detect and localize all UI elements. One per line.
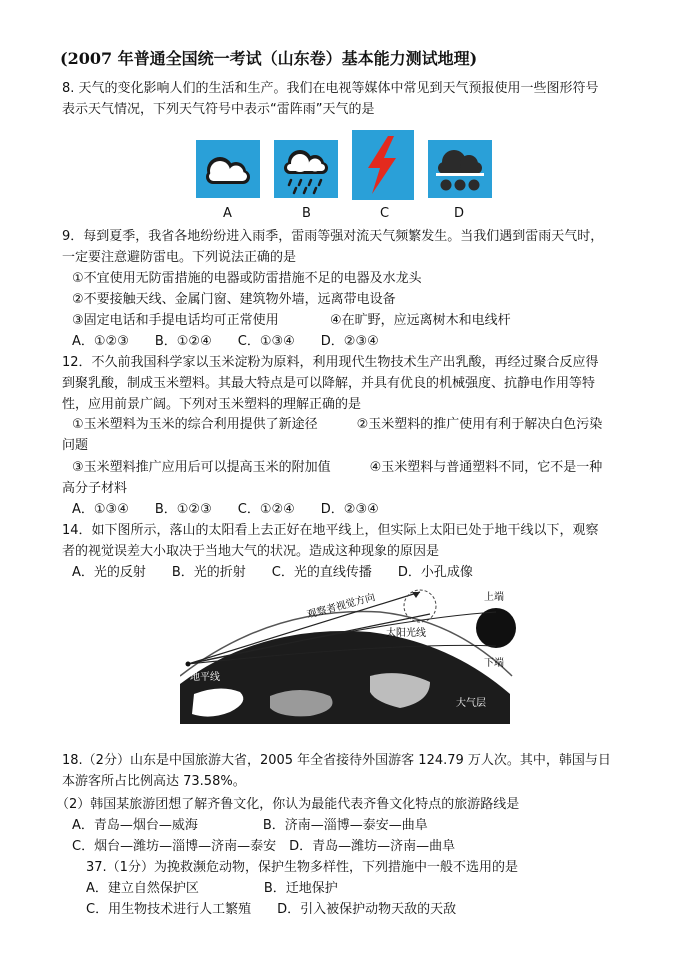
q9-stem-1: 9．每到夏季，我省各地纷纷进入雨季，雷雨等强对流天气频繁发生。当我们遇到雷雨天气时，: [62, 229, 604, 244]
q8-label-a: A: [223, 206, 232, 221]
q12-stem-3: 性，应用前景广阔。下列对玉米塑料的理解正确的是: [62, 397, 362, 412]
hail-cloud-icon: [428, 140, 492, 198]
q9-choices: A．①②③ B．①②④ C．①③④ D．②③④: [72, 334, 379, 349]
q14-stem-2: 者的视觉误差大小取决于当地大气的状况。造成这种现象的原因是: [62, 544, 440, 559]
q18-stem-2: 本游客所占比例高达 73.58%。: [62, 774, 246, 789]
q12-options-1-2: ①玉米塑料为玉米的综合利用提供了新途径 ②玉米塑料的推广使用有利于解决白色污染: [72, 417, 603, 432]
rain-cloud-icon: [274, 140, 338, 198]
figure-label-sunlight: 太阳光线: [386, 628, 426, 639]
figure-label-bottom: 下端: [484, 658, 504, 669]
q18-options-c-d: C．烟台—潍坊—淄博—济南—泰安 D．青岛—潍坊—济南—曲阜: [72, 839, 456, 854]
q9-option-4: ④在旷野，应远离树木和电线杆: [330, 313, 511, 328]
q12-options-3-4: ③玉米塑料推广应用后可以提高玉米的附加值 ④玉米塑料与普通塑料不同，它不是一种: [72, 460, 603, 475]
q14-stem-1: 14．如下图所示，落山的太阳看上去正好在地平线上，但实际上太阳已处于地干线以下，观察: [62, 523, 599, 538]
figure-label-atmosphere: 大气层: [456, 698, 486, 709]
q37-options-c-d: C．用生物技术进行人工繁殖 D．引入被保护动物天敌的天敌: [86, 902, 457, 917]
q8-label-b: B: [302, 206, 311, 221]
figure-label-top: 上端: [484, 592, 504, 603]
page-title: (2007 年普通全国统一考试（山东卷）基本能力测试地理): [60, 49, 478, 68]
q12-choices: A．①③④ B．①②③ C．①②④ D．②③④: [72, 502, 379, 517]
q9-option-3: ③固定电话和手提电话均可正常使用: [72, 313, 279, 328]
q9-option-2: ②不要接触天线、金属门窗、建筑物外墙，远离带电设备: [72, 292, 396, 307]
q9-option-1: ①不宜使用无防雷措施的电器或防雷措施不足的电器及水龙头: [72, 271, 422, 286]
q8-stem-2: 表示天气情况，下列天气符号中表示“雷阵雨”天气的是: [62, 102, 375, 117]
q37-options-a-b: A．建立自然保护区 B．迁地保护: [86, 881, 338, 896]
q14-choices: A．光的反射 B．光的折射 C．光的直线传播 D．小孔成像: [72, 565, 473, 580]
q8-stem-1: 8. 天气的变化影响人们的生活和生产。我们在电视等媒体中常见到天气预报使用一些图形符号: [62, 81, 599, 96]
lightning-icon: [352, 130, 414, 200]
cloud-sun-icon: [196, 140, 260, 198]
q8-label-d: D: [454, 206, 465, 221]
q18-options-a-b: A．青岛—烟台—威海 B．济南—淄博—泰安—曲阜: [72, 818, 428, 833]
figure-label-horizon: 地平线: [190, 672, 220, 683]
figure-label-observer: 观察者视觉方向: [305, 592, 377, 621]
q12-options-3-4-cont: 高分子材料: [62, 481, 128, 496]
q18-stem-1: 18.（2分）山东是中国旅游大省，2005 年全省接待外国游客 124.79 万人次。其中，韩国与日: [62, 753, 611, 768]
q8-label-c: C: [380, 206, 390, 221]
sunset-refraction-figure: [180, 584, 520, 724]
q12-stem-1: 12．不久前我国科学家以玉米淀粉为原料，利用现代生物技术生产出乳酸，再经过聚合反应得: [62, 355, 599, 370]
q37-stem: 37.（1分）为挽救濒危动物，保护生物多样性，下列措施中一般不选用的是: [86, 860, 518, 875]
q12-stem-2: 到聚乳酸，制成玉米塑料。其最大特点是可以降解，并具有优良的机械强度、抗静电作用等特: [62, 376, 596, 391]
q18-subquestion: （2）韩国某旅游团想了解齐鲁文化，你认为最能代表齐鲁文化特点的旅游路线是: [56, 797, 520, 812]
q9-stem-2: 一定要注意避防雷电。下列说法正确的是: [62, 250, 297, 265]
q12-options-1-2-cont: 问题: [62, 438, 89, 453]
